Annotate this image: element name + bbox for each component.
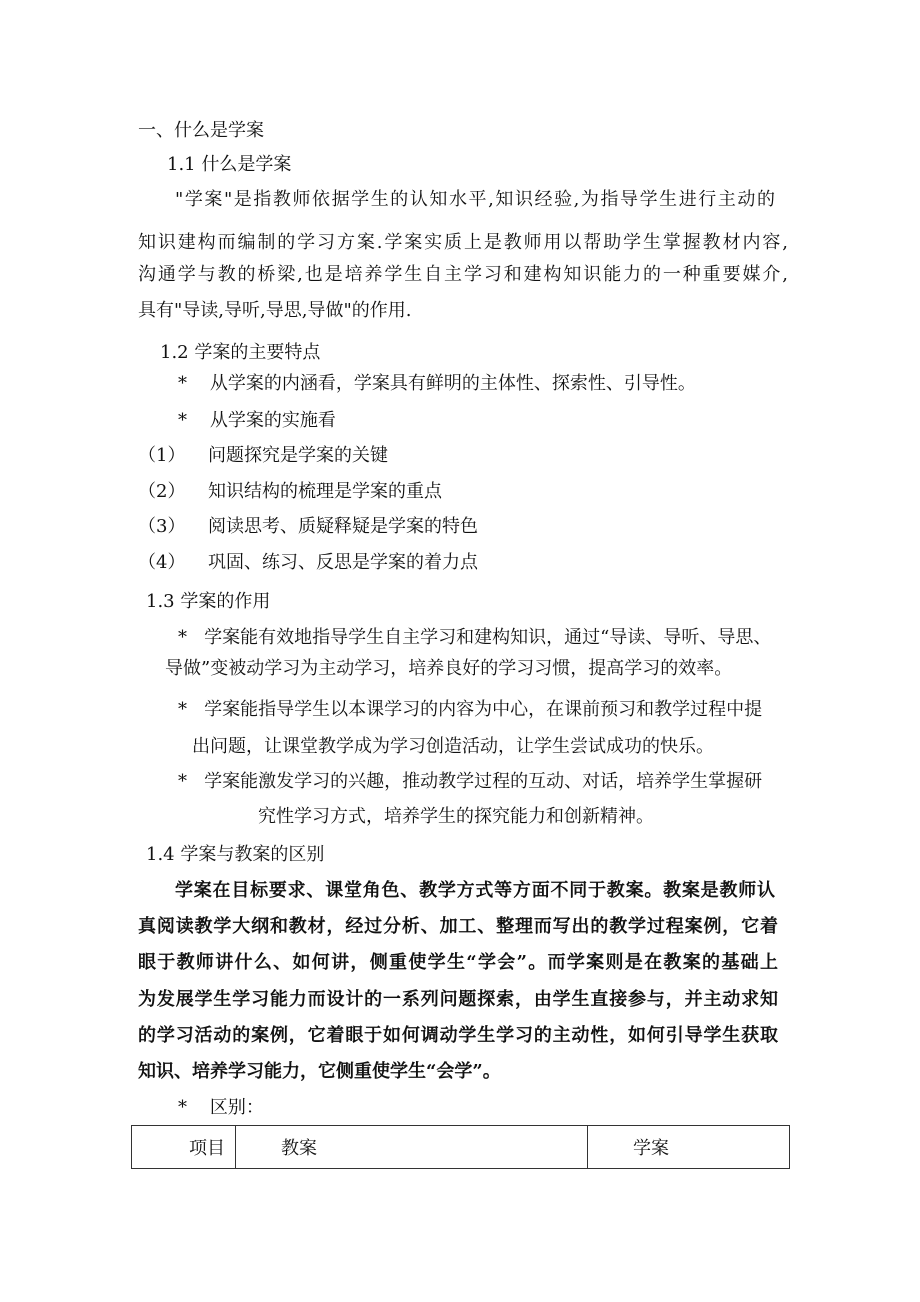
- subsection-heading-1-3: 1.3 学案的作用: [146, 591, 271, 612]
- table-header-cell: 学案: [588, 1126, 790, 1169]
- item-number: （1）: [138, 445, 186, 466]
- numbered-item: [138, 550, 478, 576]
- bold-paragraph-line: 为发展学生学习能力而设计的一系列问题探索，由学生直接参与，并主动求知: [138, 989, 778, 1010]
- bullet-line: * 学案能指导学生以本课学习的内容为中心，在课前预习和教学过程中提: [178, 699, 763, 720]
- bullet-item: * 从学案的实施看: [178, 410, 336, 431]
- comparison-table: [131, 1125, 790, 1169]
- numbered-item: [138, 514, 478, 540]
- paragraph-line: 知识建构而编制的学习方案.学案实质上是教师用以帮助学生掌握教材内容,: [138, 232, 788, 253]
- bullet-line: 出问题，让课堂教学成为学习创造活动，让学生尝试成功的快乐。: [192, 736, 714, 757]
- bold-paragraph-line: 学案在目标要求、课堂角色、教学方式等方面不同于教案。教案是教师认: [175, 880, 775, 901]
- bullet-line: 导做”变被动学习为主动学习，培养良好的学习习惯，提高学习的效率。: [165, 658, 733, 679]
- bullet-item: * 从学案的内涵看，学案具有鲜明的主体性、探索性、引导性。: [178, 373, 696, 394]
- paragraph-line: "学案"是指教师依据学生的认知水平,知识经验,为指导学生进行主动的: [175, 189, 775, 210]
- bullet-line: 究性学习方式，培养学生的探究能力和创新精神。: [258, 806, 654, 827]
- subsection-heading-1-1: 1.1 什么是学案: [167, 154, 292, 175]
- table-header-row: [132, 1126, 790, 1169]
- item-number: （2）: [138, 481, 186, 502]
- item-number: （4）: [138, 552, 186, 573]
- bullet-line: * 学案能有效地指导学生自主学习和建构知识，通过“导读、导听、导思、: [178, 627, 772, 648]
- item-text: 阅读思考、质疑释疑是学案的特色: [208, 516, 478, 537]
- diff-label: * 区别：: [178, 1097, 264, 1118]
- table-header-cell: 教案: [236, 1126, 588, 1169]
- numbered-item: [138, 479, 442, 505]
- section-heading: 一、什么是学案: [138, 120, 264, 141]
- paragraph-line: 具有"导读,导听,导思,导做"的作用.: [138, 300, 412, 321]
- subsection-heading-1-2: 1.2 学案的主要特点: [160, 342, 321, 363]
- bold-paragraph-line: 真阅读教学大纲和教材，经过分析、加工、整理而写出的教学过程案例，它着: [138, 916, 778, 937]
- item-number: （3）: [138, 516, 186, 537]
- bold-paragraph-line: 眼于教师讲什么、如何讲，侧重使学生“学会”。而学案则是在教案的基础上: [138, 952, 778, 973]
- bold-paragraph-line: 的学习活动的案例，它着眼于如何调动学生学习的主动性，如何引导学生获取: [138, 1025, 778, 1046]
- item-text: 问题探究是学案的关键: [208, 445, 388, 466]
- bold-paragraph-line: 知识、培养学习能力，它侧重使学生“会学”。: [138, 1061, 501, 1082]
- item-text: 知识结构的梳理是学案的重点: [208, 481, 442, 502]
- paragraph-line: 沟通学与教的桥梁,也是培养学生自主学习和建构知识能力的一种重要媒介,: [138, 264, 788, 285]
- subsection-heading-1-4: 1.4 学案与教案的区别: [146, 844, 325, 865]
- bullet-line: * 学案能激发学习的兴趣，推动教学过程的互动、对话，培养学生掌握研: [178, 771, 763, 792]
- item-text: 巩固、练习、反思是学案的着力点: [208, 552, 478, 573]
- numbered-item: [138, 443, 388, 469]
- table-header-cell: 项目: [132, 1126, 236, 1169]
